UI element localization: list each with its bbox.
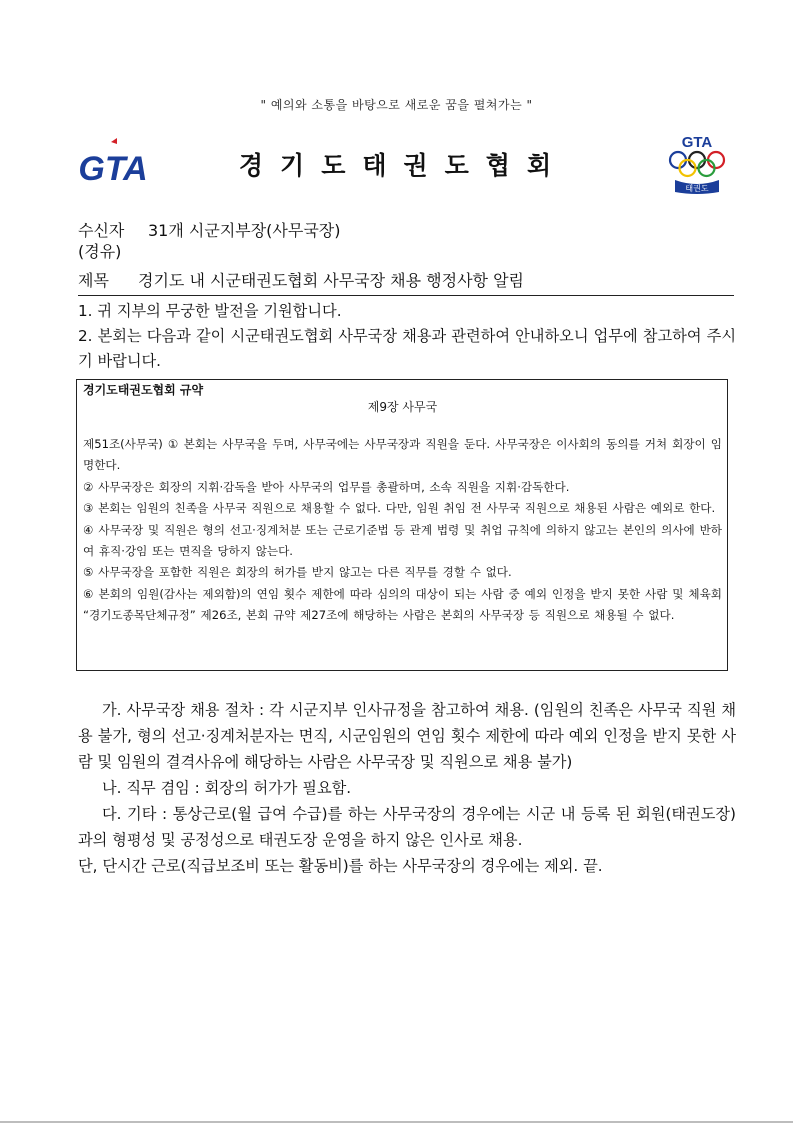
via-line: (경유) (78, 242, 122, 261)
item-c: 다. 기타 : 통상근로(월 급여 수급)를 하는 사무국장의 경우에는 시군 내 등록 된 회원(태권도장)과의 형평성 및 공정성으로 태권도장 운영을 하지 않은 인사로 채용. (78, 805, 736, 849)
rules-chapter: 제9장 사무국 (367, 400, 438, 414)
rules-heading: 경기도태권도협회 규약 (83, 383, 204, 397)
paragraph-2: 2. 본회는 다음과 같이 시군태권도협회 사무국장 채용과 관련하여 안내하오니 업무에 참고하여 주시기 바랍니다. (78, 327, 736, 370)
logo-right-banner: 태권도 (685, 184, 709, 193)
item-b: 나. 직무 겸임 : 회장의 허가가 필요함. (102, 779, 352, 797)
subject-label: 제목 (78, 271, 109, 290)
rule-clause: 제51조(사무국) ① 본회는 사무국을 두며, 사무국에는 사무국장과 직원을 둔다. 사무국장은 이사회의 동의를 거쳐 회장이 임명한다. (83, 437, 722, 473)
subject-value: 경기도 내 시군태권도협회 사무국장 채용 행정사항 알림 (138, 271, 525, 290)
rule-clause: ② 사무국장은 회장의 지휘·감독을 받아 사무국의 업무를 총괄하며, 소속 직원을 지휘·감독한다. (83, 479, 570, 494)
rule-clause: ④ 사무국장 및 직원은 형의 선고·징계처분 또는 근로기준법 등 관계 법령 및 취업 규칙에 의하지 않고는 본인의 의사에 반하여 휴직·강임 또는 면직을 당하지 않는다. (83, 522, 722, 559)
item-d: 단, 단시간 근로(직급보조비 또는 활동비)를 하는 사무국장의 경우에는 제외. 끝. (78, 857, 603, 875)
logo-left-text: GTA (78, 150, 148, 188)
rule-clause: ⑥ 본회의 임원(감사는 제외함)의 연임 횟수 제한에 따라 심의의 대상이 되는 사람 중 예외 인정을 받지 못한 사람 및 체육회 “경기도종목단체규정” 제26조, 본회 규약 제27조에 해당하는 사람은 본회의 사무국장 등 직원으로 채용될 수 없다. (83, 586, 722, 623)
items-list (78, 697, 736, 879)
slogan: " 예의와 소통을 바탕으로 새로운 꿈을 펼쳐가는 " (260, 98, 533, 112)
recipient-label: 수신자 (78, 221, 125, 240)
logo-right-text: GTA (681, 134, 713, 151)
recipient-value: 31개 시군지부장(사무국장) (148, 221, 341, 240)
rule-clause: ⑤ 사무국장을 포함한 직원은 회장의 허가를 받지 않고는 다른 직무를 경할 수 없다. (83, 565, 512, 580)
gta-olympic-logo (665, 130, 729, 196)
subject-line (78, 268, 734, 296)
recipient-line (78, 218, 341, 241)
rule-clause: ③ 본회는 임원의 친족을 사무국 직원으로 채용할 수 없다. 다만, 임원 취임 전 사무국 직원으로 채용된 사람은 예외로 한다. (83, 501, 716, 516)
paragraph-1: 1. 귀 지부의 무궁한 발전을 기원합니다. (78, 302, 342, 320)
organization-title: 경기도태권도협회 (238, 151, 569, 180)
item-a: 가. 사무국장 채용 절차 : 각 시군지부 인사규정을 참고하여 채용. (임원의 친족은 사무국 직원 채용 불가, 형의 선고·징계처분자는 면직, 시군임원의 연임 횟수 제한에 따라 예외 인정을 받지 못한 사람 및 임원의 결격사유에 해당하는 사람은 사무국장 및 직원으로 채용 불가) (78, 701, 736, 771)
page-bottom-rule (0, 1121, 793, 1123)
rules-box (76, 379, 728, 671)
